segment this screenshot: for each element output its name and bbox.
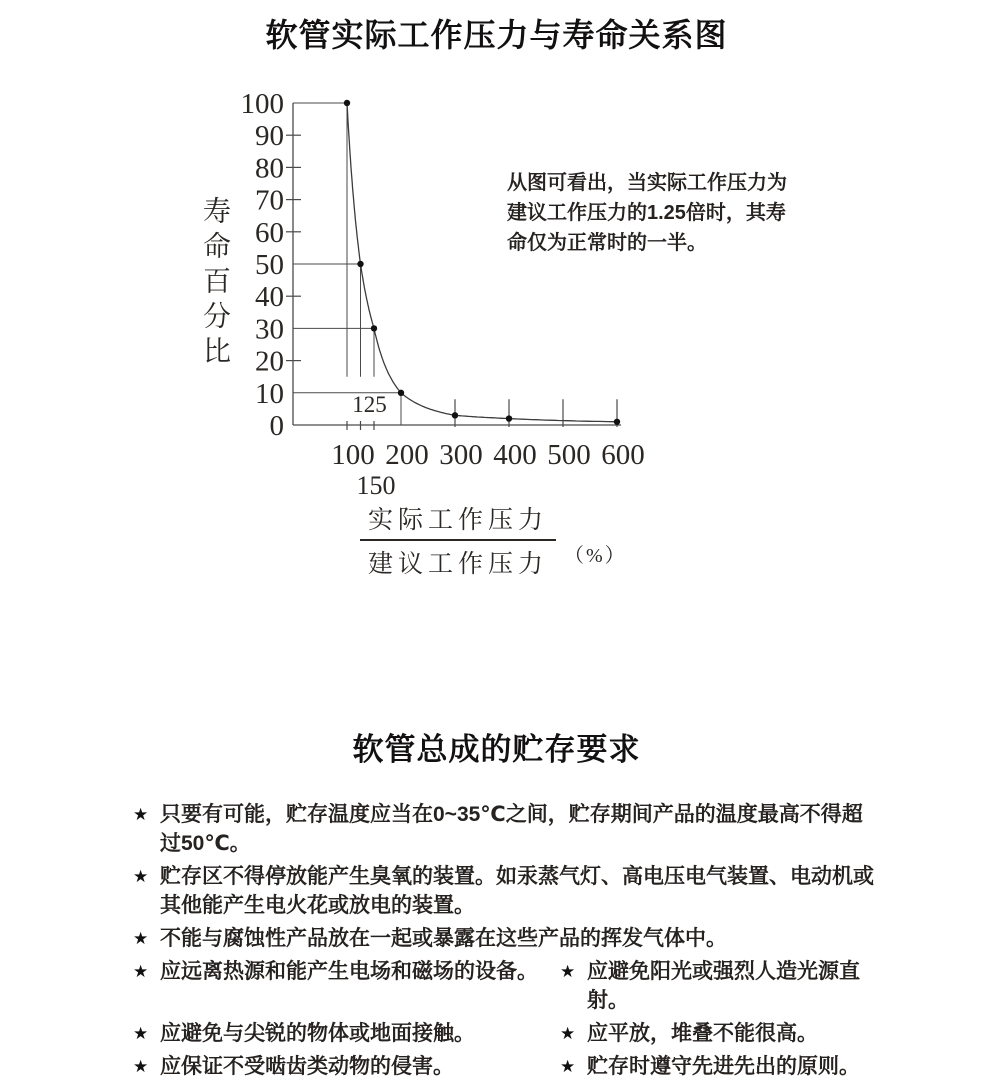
annotation-line: 从图可看出，当实际工作压力为: [507, 172, 787, 194]
svg-text:150: 150: [356, 471, 396, 500]
list-item-text: 应保证不受啮齿类动物的侵害。: [160, 1055, 454, 1078]
list-item: [133, 1052, 560, 1081]
svg-text:400: 400: [493, 439, 537, 471]
svg-text:600: 600: [601, 439, 645, 471]
list-item-text: 贮存区不得停放能产生臭氧的装置。如汞蒸气灯、高电压电气装置、电动机或其他能产生电火花或放电的装置。: [160, 865, 874, 917]
svg-text:80: 80: [255, 152, 284, 185]
list-item-text: 应平放，堆叠不能很高。: [587, 1022, 818, 1045]
svg-text:500: 500: [547, 439, 591, 471]
ratio-denominator: 建议工作压力: [368, 551, 549, 578]
pressure-ratio-fraction: [360, 500, 556, 580]
star-bullet-icon: ★: [133, 805, 149, 824]
svg-text:50: 50: [255, 249, 284, 281]
y-axis-title: 寿命百分比: [199, 196, 230, 371]
svg-text:300: 300: [439, 439, 483, 471]
list-item-text: 应避免阳光或强烈人造光源直射。: [587, 960, 860, 1012]
list-item: [133, 862, 883, 920]
x-axis-ratio-label: [360, 500, 627, 580]
ratio-unit: （%）: [564, 545, 627, 567]
annotation-line: 命仅为正常时的一半。: [507, 232, 707, 254]
star-bullet-icon: ★: [133, 1024, 149, 1043]
list-item-text: 不能与腐蚀性产品放在一起或暴露在这些产品的挥发气体中。: [160, 927, 727, 950]
star-bullet-icon: ★: [133, 962, 149, 981]
svg-text:30: 30: [255, 313, 284, 346]
star-bullet-icon: ★: [560, 1024, 576, 1043]
list-row-two-columns: [133, 957, 883, 1015]
list-item: [133, 924, 883, 953]
storage-requirements-list: [133, 800, 883, 1085]
list-item: [560, 1052, 883, 1081]
svg-text:200: 200: [385, 439, 429, 471]
star-bullet-icon: ★: [133, 1057, 149, 1076]
svg-text:60: 60: [255, 216, 284, 249]
svg-text:70: 70: [255, 184, 284, 217]
storage-section-title: 软管总成的贮存要求: [352, 732, 641, 767]
svg-text:125: 125: [352, 392, 387, 417]
svg-text:0: 0: [269, 410, 284, 442]
list-item-text: 应远离热源和能产生电场和磁场的设备。: [160, 960, 538, 983]
star-bullet-icon: ★: [133, 867, 149, 886]
list-item: [133, 1019, 560, 1048]
list-item: [133, 800, 883, 858]
star-bullet-icon: ★: [560, 1057, 576, 1076]
annotation-line: 建议工作压力的1.25倍时，其寿: [507, 202, 786, 224]
svg-text:20: 20: [255, 345, 284, 378]
list-row-two-columns: [133, 1052, 883, 1081]
svg-text:100: 100: [331, 439, 375, 471]
svg-text:90: 90: [255, 120, 284, 153]
star-bullet-icon: ★: [133, 929, 149, 948]
list-item-text: 应避免与尖锐的物体或地面接触。: [160, 1022, 475, 1045]
ratio-numerator: 实际工作压力: [360, 500, 556, 541]
chart-annotation: [507, 168, 907, 258]
list-item-text: 贮存时遵守先进先出的原则。: [587, 1055, 860, 1078]
svg-text:40: 40: [255, 281, 284, 314]
svg-text:100: 100: [240, 88, 284, 120]
list-item: [560, 1019, 883, 1048]
list-item: [133, 957, 560, 1015]
chart-section-title: 软管实际工作压力与寿命关系图: [265, 17, 728, 53]
list-row-two-columns: [133, 1019, 883, 1048]
star-bullet-icon: ★: [560, 962, 576, 981]
svg-text:10: 10: [255, 377, 284, 410]
list-item: [560, 957, 883, 1015]
list-item-text: 只要有可能，贮存温度应当在0~35℃之间，贮存期间产品的温度最高不得超过50℃。: [160, 803, 863, 855]
